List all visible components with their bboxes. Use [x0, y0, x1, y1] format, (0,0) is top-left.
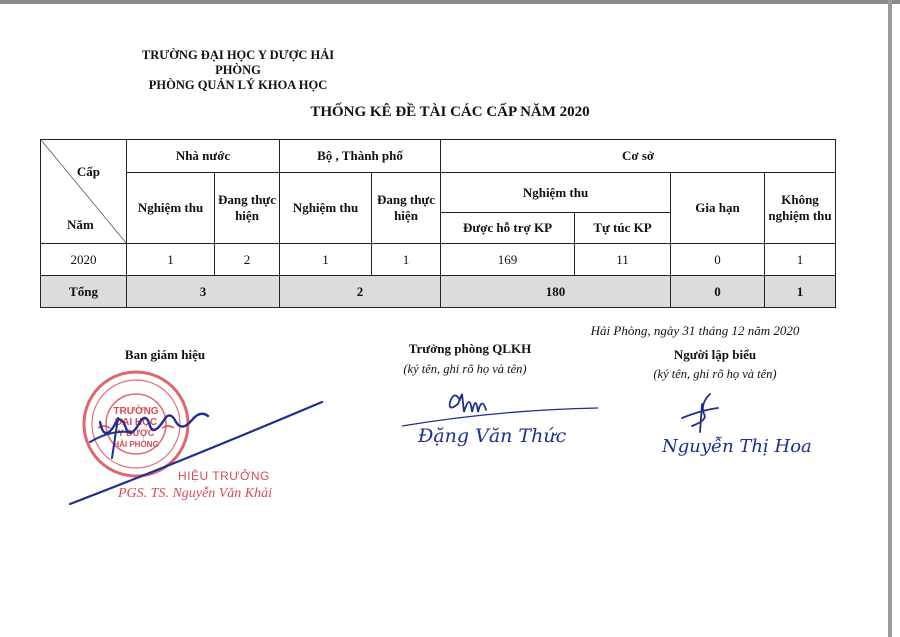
- corner-cap-label: Cấp: [76, 164, 100, 179]
- header-cs-duoc-ho-tro: Được hỗ trợ KP: [441, 213, 575, 244]
- cell-nn-nghiem-thu: 1: [127, 244, 215, 276]
- date-line: Hải Phòng, ngày 31 tháng 12 năm 2020: [590, 323, 800, 338]
- total-khong: 1: [765, 276, 836, 308]
- document-title: THỐNG KÊ ĐỀ TÀI CÁC CẤP NĂM 2020: [310, 104, 590, 120]
- principal-name: PGS. TS. Nguyễn Văn Khải: [118, 486, 272, 501]
- header-nn-dang-thuc-hien: Đang thực hiện: [215, 173, 280, 244]
- header-bo-thanh-pho: Bộ , Thành phố: [280, 140, 441, 173]
- cell-year: 2020: [41, 244, 127, 276]
- university-name: TRƯỜNG ĐẠI HỌC Y DƯỢC HẢI PHÒNG: [141, 48, 335, 77]
- left-signature-title: Ban giám hiệu: [124, 347, 206, 362]
- svg-text:HẢI PHÒNG: HẢI PHÒNG: [113, 440, 159, 449]
- header-btp-nghiem-thu: Nghiệm thu: [280, 173, 372, 244]
- cell-cs-gia-han: 0: [671, 244, 765, 276]
- header-cs-nghiem-thu: Nghiệm thu: [441, 173, 671, 213]
- corner-header-cell: [41, 140, 127, 244]
- total-row: [41, 276, 836, 308]
- total-nha-nuoc: 3: [127, 276, 280, 308]
- manager-signature: [398, 378, 608, 458]
- scan-border-top: [0, 0, 900, 4]
- cell-btp-nghiem-thu: 1: [280, 244, 372, 276]
- preparer-signature: [640, 390, 812, 480]
- cell-cs-ho-tro: 169: [441, 244, 575, 276]
- svg-text:Y DƯỢC: Y DƯỢC: [117, 428, 155, 438]
- table-row: [41, 244, 836, 276]
- department-name: PHÒNG QUẢN LÝ KHOA HỌC: [148, 78, 328, 92]
- svg-text:Nguyễn Thị Hoa: Nguyễn Thị Hoa: [662, 436, 812, 457]
- svg-text:TRƯỜNG: TRƯỜNG: [113, 406, 159, 417]
- right-signature-note: (ký tên, ghi rõ họ và tên): [653, 367, 777, 381]
- total-bo-thanh-pho: 2: [280, 276, 441, 308]
- cell-nn-dang: 2: [215, 244, 280, 276]
- header-nn-nghiem-thu: Nghiệm thu: [127, 173, 215, 244]
- cell-btp-dang: 1: [372, 244, 441, 276]
- right-signature-title: Người lập biểu: [673, 347, 757, 362]
- scan-border-right: [888, 0, 892, 637]
- principal-position: HIỆU TRƯỞNG: [178, 469, 270, 483]
- middle-signature-note: (ký tên, ghi rõ họ và tên): [403, 362, 527, 376]
- header-co-so: Cơ sở: [441, 140, 836, 173]
- total-label: Tổng: [41, 276, 127, 308]
- header-btp-dang-thuc-hien: Đang thực hiện: [372, 173, 441, 244]
- header-nha-nuoc: Nhà nước: [127, 140, 280, 173]
- institution-header: [118, 48, 358, 93]
- header-cs-gia-han: Gia hạn: [671, 173, 765, 244]
- total-gia-han: 0: [671, 276, 765, 308]
- cell-cs-khong: 1: [765, 244, 836, 276]
- svg-text:Đặng Văn Thức: Đặng Văn Thức: [418, 425, 567, 447]
- svg-text:ĐẠI HỌC: ĐẠI HỌC: [114, 417, 158, 428]
- research-statistics-table: [40, 139, 836, 308]
- header-cs-tu-tuc: Tự túc KP: [575, 213, 671, 244]
- cell-cs-tu-tuc: 11: [575, 244, 671, 276]
- middle-signature-title: Trưởng phòng QLKH: [408, 341, 532, 356]
- corner-year-label: Năm: [67, 217, 94, 232]
- header-cs-khong-nghiem-thu: Không nghiệm thu: [765, 173, 836, 244]
- total-co-so-nghiem-thu: 180: [441, 276, 671, 308]
